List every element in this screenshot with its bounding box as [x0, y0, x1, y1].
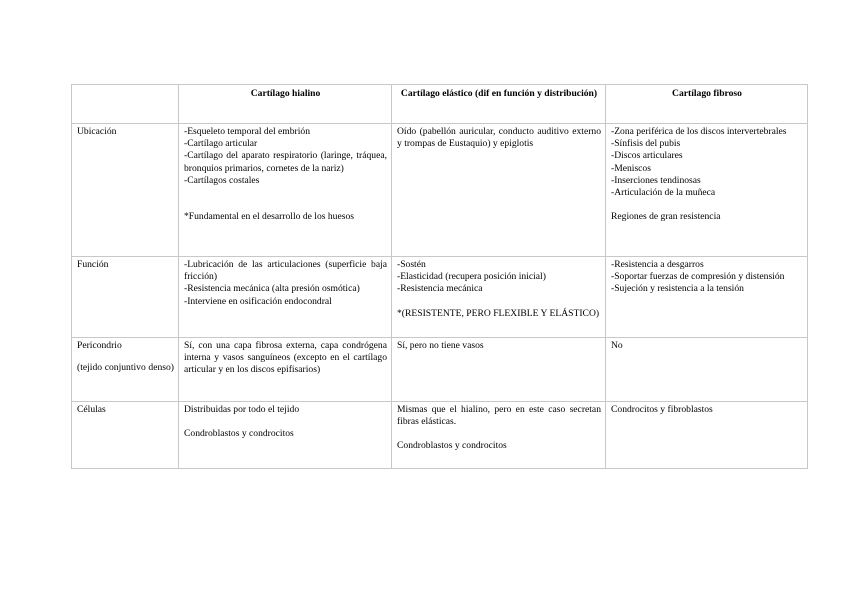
- cell-line: -Resistencia mecánica (alta presión osmótica): [184, 283, 360, 295]
- row-label-subtext: (tejido conjuntivo denso): [77, 362, 174, 374]
- row-label-pericondrio: [72, 338, 179, 402]
- header-fibroso: Cartílago fibroso: [606, 85, 808, 124]
- cell-funcion-fibroso: [606, 257, 808, 338]
- cell-line: No: [611, 340, 623, 351]
- cell-ubicacion-elastico: [392, 124, 606, 257]
- cell-ubicacion-fibroso: [606, 124, 808, 257]
- header-elastico: Cartílago elástico (dif en función y distribución): [392, 85, 606, 124]
- cell-line: Regiones de gran resistencia: [611, 211, 721, 223]
- cell-line: Condrocitos y fibroblastos: [611, 404, 713, 415]
- header-hialino: Cartílago hialino: [179, 85, 392, 124]
- table-row: [72, 338, 808, 402]
- cartilage-comparison-table: [71, 84, 808, 469]
- cell-line: -Sínfisis del pubis: [611, 138, 681, 150]
- cell-ubicacion-hialino: [179, 124, 392, 257]
- cell-funcion-hialino: [179, 257, 392, 338]
- cell-line: -Resistencia a desgarros: [611, 259, 704, 270]
- cell-line: Distribuidas por todo el tejido: [184, 404, 300, 415]
- cell-line: -Cartílago articular: [184, 138, 258, 150]
- cell-line: -Resistencia mecánica: [397, 283, 483, 295]
- cell-line: -Meniscos: [611, 162, 651, 174]
- cell-line: -Interviene en osificación endocondral: [184, 295, 332, 307]
- row-label-ubicacion: [72, 124, 179, 257]
- cell-line: -Soportar fuerzas de compresión y distensión: [611, 271, 785, 283]
- cell-line: Condroblastos y condrocitos: [184, 428, 294, 440]
- row-label-text: Ubicación: [77, 126, 117, 137]
- cell-line: -Lubricación de las articulaciones (superficie baja fricción): [184, 259, 387, 283]
- row-label-funcion: [72, 257, 179, 338]
- cell-line: -Zona periférica de los discos intervertebrales: [611, 126, 787, 137]
- table-row: [72, 257, 808, 338]
- cell-pericondrio-fibroso: [606, 338, 808, 402]
- cell-line: -Elasticidad (recupera posición inicial): [397, 271, 546, 283]
- cell-funcion-elastico: [392, 257, 606, 338]
- row-label-text: Células: [77, 404, 106, 415]
- cell-line: -Inserciones tendinosas: [611, 174, 701, 186]
- cell-celulas-hialino: [179, 402, 392, 469]
- cell-line: *(RESISTENTE, PERO FLEXIBLE Y ELÁSTICO): [397, 307, 600, 319]
- cell-pericondrio-elastico: [392, 338, 606, 402]
- cell-celulas-fibroso: [606, 402, 808, 469]
- cell-line: -Discos articulares: [611, 150, 683, 162]
- cell-line: Condroblastos y condrocitos: [397, 440, 507, 452]
- cell-line: *Fundamental en el desarrollo de los huesos: [184, 211, 354, 223]
- table-header-row: [72, 85, 808, 124]
- cell-line: -Cartílago del aparato respiratorio (laringe, tráquea, bronquios primarios, cornetes de la nariz): [184, 150, 387, 174]
- table-row: [72, 402, 808, 469]
- row-label-celulas: [72, 402, 179, 469]
- cell-line: -Cartílagos costales: [184, 174, 260, 186]
- cell-line: Sí, pero no tiene vasos: [397, 340, 484, 351]
- cell-celulas-elastico: [392, 402, 606, 469]
- cell-pericondrio-hialino: [179, 338, 392, 402]
- cell-line: -Articulación de la muñeca: [611, 187, 716, 199]
- header-empty-cell: [72, 85, 179, 124]
- cell-line: Sí, con una capa fibrosa externa, capa condrógena interna y vasos sanguíneos (excepto en el cartílago articular y en los discos epifisarios): [184, 340, 387, 376]
- cell-line: -Sostén: [397, 259, 426, 270]
- cell-line: Oído (pabellón auricular, conducto auditivo externo y trompas de Eustaquio) y epiglotis: [397, 126, 601, 150]
- cell-line: -Esqueleto temporal del embrión: [184, 126, 311, 137]
- table-row: [72, 124, 808, 257]
- row-label-text: Pericondrio: [77, 340, 122, 351]
- cell-line: -Sujeción y resistencia a la tensión: [611, 283, 744, 295]
- cell-line: Mismas que el hialino, pero en este caso secretan fibras elásticas.: [397, 404, 601, 428]
- row-label-text: Función: [77, 259, 109, 270]
